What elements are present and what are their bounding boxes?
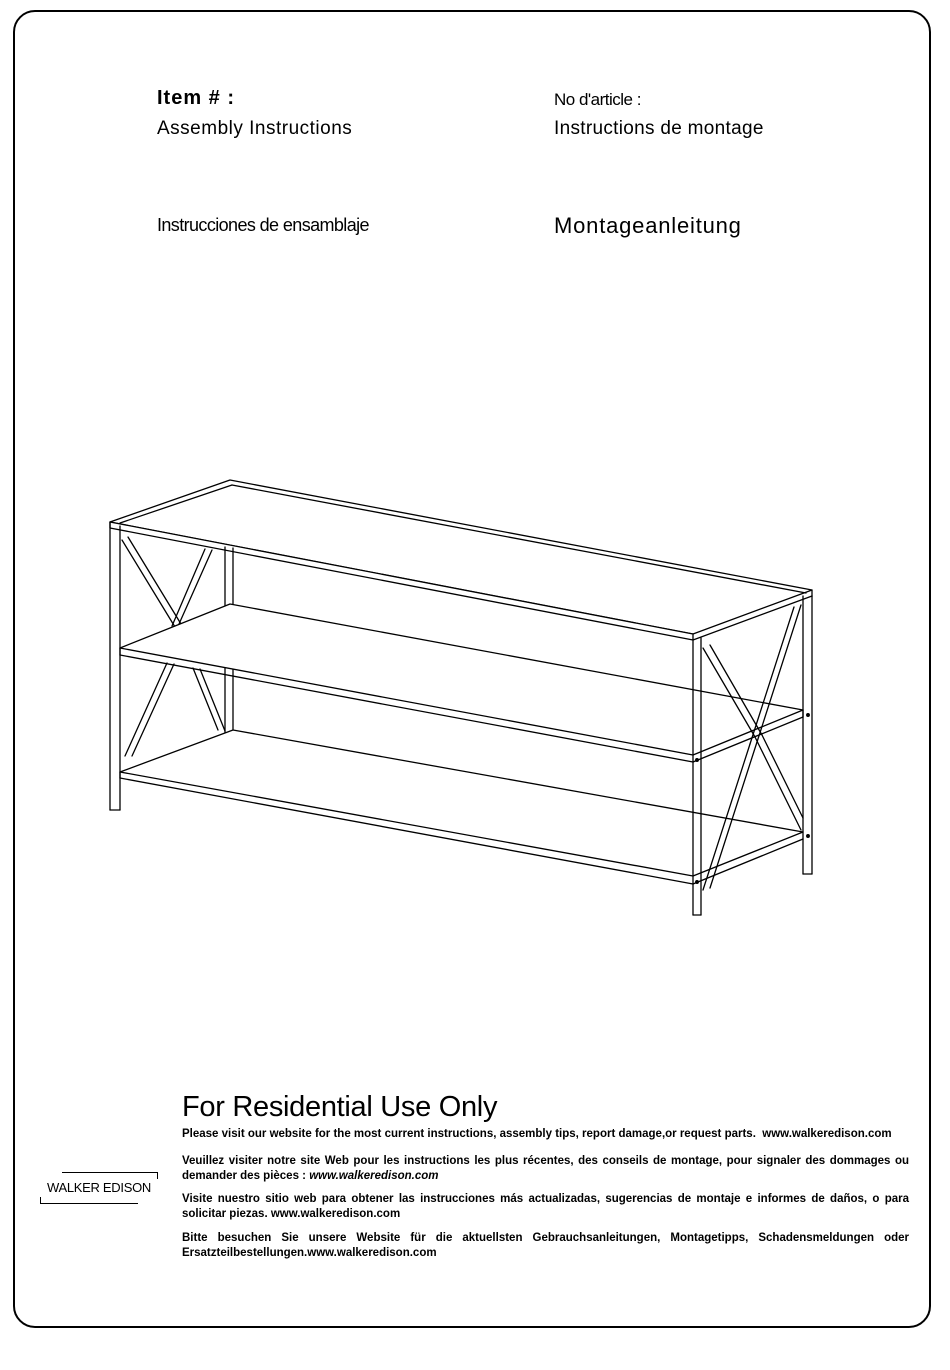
spanish-website-link[interactable]: www.walkeredison.com xyxy=(270,1208,401,1220)
german-website-note xyxy=(182,1231,909,1261)
english-website-link[interactable]: www.walkeredison.com xyxy=(762,1128,892,1140)
assembly-instructions-heading: Assembly Instructions xyxy=(157,118,353,139)
walker-edison-logo xyxy=(40,1172,158,1204)
english-note-text: Please visit our website for the most current instructions, assembly tips, report damage,or request parts. xyxy=(182,1128,756,1140)
french-website-link[interactable]: www.walkeredison.com xyxy=(309,1170,439,1182)
tv-stand-illustration xyxy=(100,470,840,930)
german-website-link[interactable]: www.walkeredison.com xyxy=(307,1247,437,1259)
spanish-instructions-heading: Instrucciones de ensamblaje xyxy=(157,215,369,235)
french-item-number-label: No d'article : xyxy=(554,90,641,109)
spanish-note-text: Visite nuestro sitio web para obtener las instrucciones más actualizadas, sugerencias de montaje e informes de daños, o para solicitar piezas. xyxy=(182,1193,909,1220)
residential-use-title: For Residential Use Only xyxy=(182,1091,498,1123)
german-note-text: Bitte besuchen Sie unsere Website für die aktuellsten Gebrauchsanleitungen, Montagetipps, Schadensmeldungen oder Ersatzteilbestellungen. xyxy=(182,1232,909,1259)
french-instructions-heading: Instructions de montage xyxy=(554,118,764,139)
german-instructions-heading: Montageanleitung xyxy=(554,213,742,238)
logo-text: WALKER EDISON xyxy=(47,1180,151,1195)
logo-bracket-top xyxy=(62,1172,158,1179)
item-number-label: Item # : xyxy=(157,87,236,109)
english-website-note xyxy=(182,1127,909,1142)
spanish-website-note xyxy=(182,1192,909,1222)
logo-bracket-bottom xyxy=(40,1197,138,1204)
french-note-text: Veuillez visiter notre site Web pour les instructions les plus récentes, des conseils de montage, pour signaler des dommages ou demander des pièces : xyxy=(182,1155,909,1182)
french-website-note xyxy=(182,1154,909,1184)
